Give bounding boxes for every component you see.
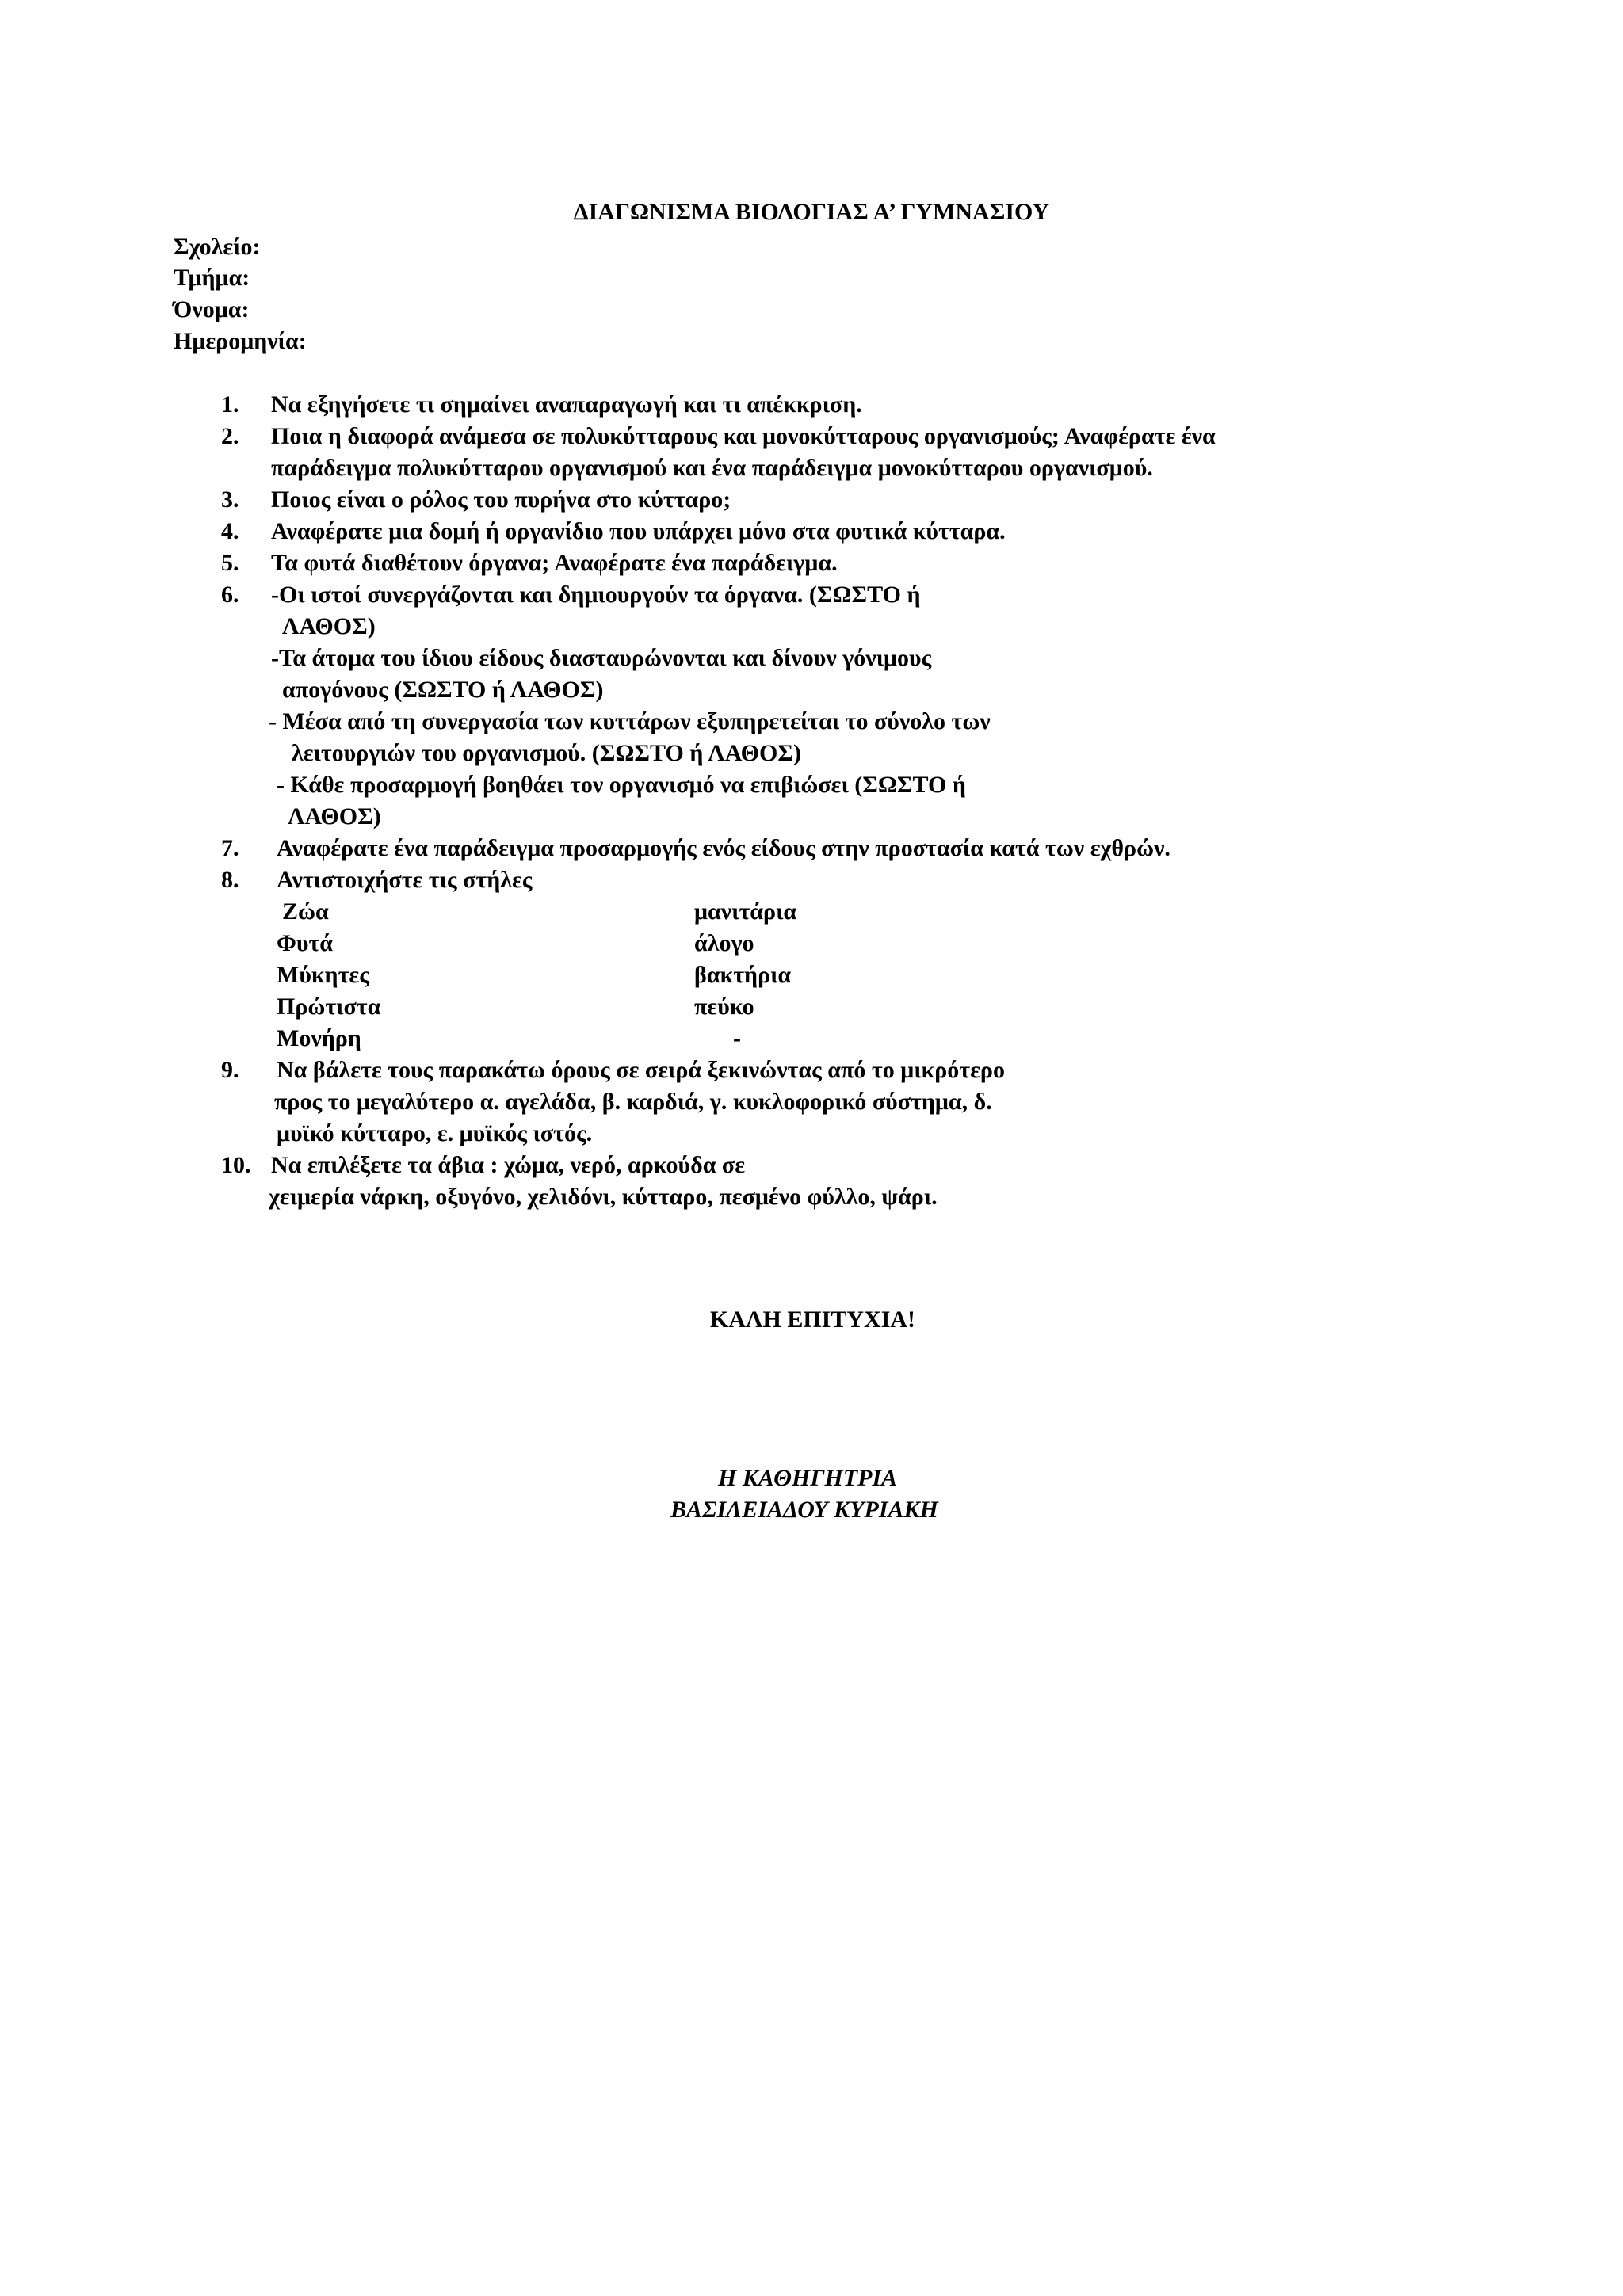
question-number-2: 2. — [221, 423, 239, 449]
question-number-4: 4. — [221, 518, 239, 544]
question-number-6: 6. — [221, 582, 239, 608]
question-10-text-line-1: Να επιλέξετε τα άβια : χώμα, νερό, αρκούδα σε — [271, 1152, 746, 1178]
question-6-statement-3-cont: λειτουργιών του οργανισμού. (ΣΩΣΤΟ ή ΛΑΘΟΣ) — [292, 740, 801, 766]
question-6-statement-4: - Κάθε προσαρμογή βοηθάει τον οργανισμό να επιβιώσει (ΣΩΣΤΟ ή — [277, 772, 966, 798]
question-9-text-line-3: μυϊκό κύτταρο, ε. μυϊκός ιστός. — [277, 1120, 593, 1146]
match-right-item: πεύκο — [694, 994, 754, 1020]
match-left-item: Φυτά — [277, 930, 334, 956]
question-7-text: Αναφέρατε ένα παράδειγμα προσαρμογής ενός είδους στην προστασία κατά των εχθρών. — [277, 835, 1170, 861]
question-number-5: 5. — [221, 550, 239, 576]
question-6-statement-4-cont: ΛΑΘΟΣ) — [288, 803, 381, 830]
question-2-text-line-2: παράδειγμα πολυκύτταρου οργανισμού και ένα παράδειγμα μονοκύτταρου οργανισμού. — [271, 455, 1153, 481]
question-6-statement-1: -Οι ιστοί συνεργάζονται και δημιουργούν τα όργανα. (ΣΩΣΤΟ ή — [271, 582, 921, 608]
question-3-text: Ποιος είναι ο ρόλος του πυρήνα στο κύτταρο; — [271, 486, 731, 513]
name-field-label: Όνομα: — [174, 296, 250, 322]
class-field-label: Τμήμα: — [174, 265, 250, 291]
match-right-item: βακτήρια — [694, 962, 792, 988]
page-title: ΔΙΑΓΩΝΙΣΜΑ ΒΙΟΛΟΓΙΑΣ Α’ ΓΥΜΝΑΣΙΟΥ — [573, 199, 1050, 225]
school-field-label: Σχολείο: — [174, 234, 261, 260]
question-4-text: Αναφέρατε μια δομή ή οργανίδιο που υπάρχει μόνο στα φυτικά κύτταρα. — [271, 518, 1006, 544]
match-right-item: μανιτάρια — [694, 898, 797, 925]
signature-name: ΒΑΣΙΛΕΙΑΔΟΥ ΚΥΡΙΑΚΗ — [670, 1497, 938, 1523]
question-1-text: Να εξηγήσετε τι σημαίνει αναπαραγωγή και τι απέκκριση. — [271, 391, 862, 418]
question-10-text-line-2: χειμερία νάρκη, οξυγόνο, χελιδόνι, κύτταρο, πεσμένο φύλλο, ψάρι. — [269, 1184, 938, 1210]
match-left-item: Μονήρη — [277, 1025, 361, 1051]
question-number-9: 9. — [221, 1057, 239, 1083]
signature-role: Η ΚΑΘΗΓΗΤΡΙΑ — [718, 1465, 898, 1491]
question-6-statement-2: -Τα άτομα του ίδιου είδους διασταυρώνονται και δίνουν γόνιμους — [271, 645, 932, 671]
question-6-statement-3: - Μέσα από τη συνεργασία των κυττάρων εξυπηρετείται το σύνολο των — [269, 708, 991, 734]
question-number-10: 10. — [221, 1152, 251, 1178]
date-field-label: Ημερομηνία: — [174, 328, 307, 354]
match-left-item: Ζώα — [282, 898, 329, 925]
closing-wish: ΚΑΛΗ ΕΠΙΤΥΧΙΑ! — [710, 1306, 916, 1333]
match-right-item: - — [733, 1025, 741, 1051]
question-number-7: 7. — [221, 835, 239, 861]
question-number-1: 1. — [221, 391, 239, 418]
question-5-text: Τα φυτά διαθέτουν όργανα; Αναφέρατε ένα παράδειγμα. — [271, 550, 838, 576]
question-number-8: 8. — [221, 867, 239, 893]
match-right-item: άλογο — [694, 930, 754, 956]
question-6-statement-1-cont: ΛΑΘΟΣ) — [282, 613, 376, 639]
question-2-text-line-1: Ποια η διαφορά ανάμεσα σε πολυκύτταρους και μονοκύτταρους οργανισμούς; Αναφέρατε ένα — [271, 423, 1216, 449]
question-number-3: 3. — [221, 486, 239, 513]
match-left-item: Μύκητες — [277, 962, 369, 988]
match-left-item: Πρώτιστα — [277, 994, 381, 1020]
question-9-text-line-1: Να βάλετε τους παρακάτω όρους σε σειρά ξεκινώντας από το μικρότερο — [277, 1057, 1005, 1083]
question-9-text-line-2: προς το μεγαλύτερο α. αγελάδα, β. καρδιά, γ. κυκλοφορικό σύστημα, δ. — [274, 1089, 992, 1115]
question-6-statement-2-cont: απογόνους (ΣΩΣΤΟ ή ΛΑΘΟΣ) — [282, 677, 604, 703]
question-8-text: Αντιστοιχήστε τις στήλες — [277, 867, 533, 893]
